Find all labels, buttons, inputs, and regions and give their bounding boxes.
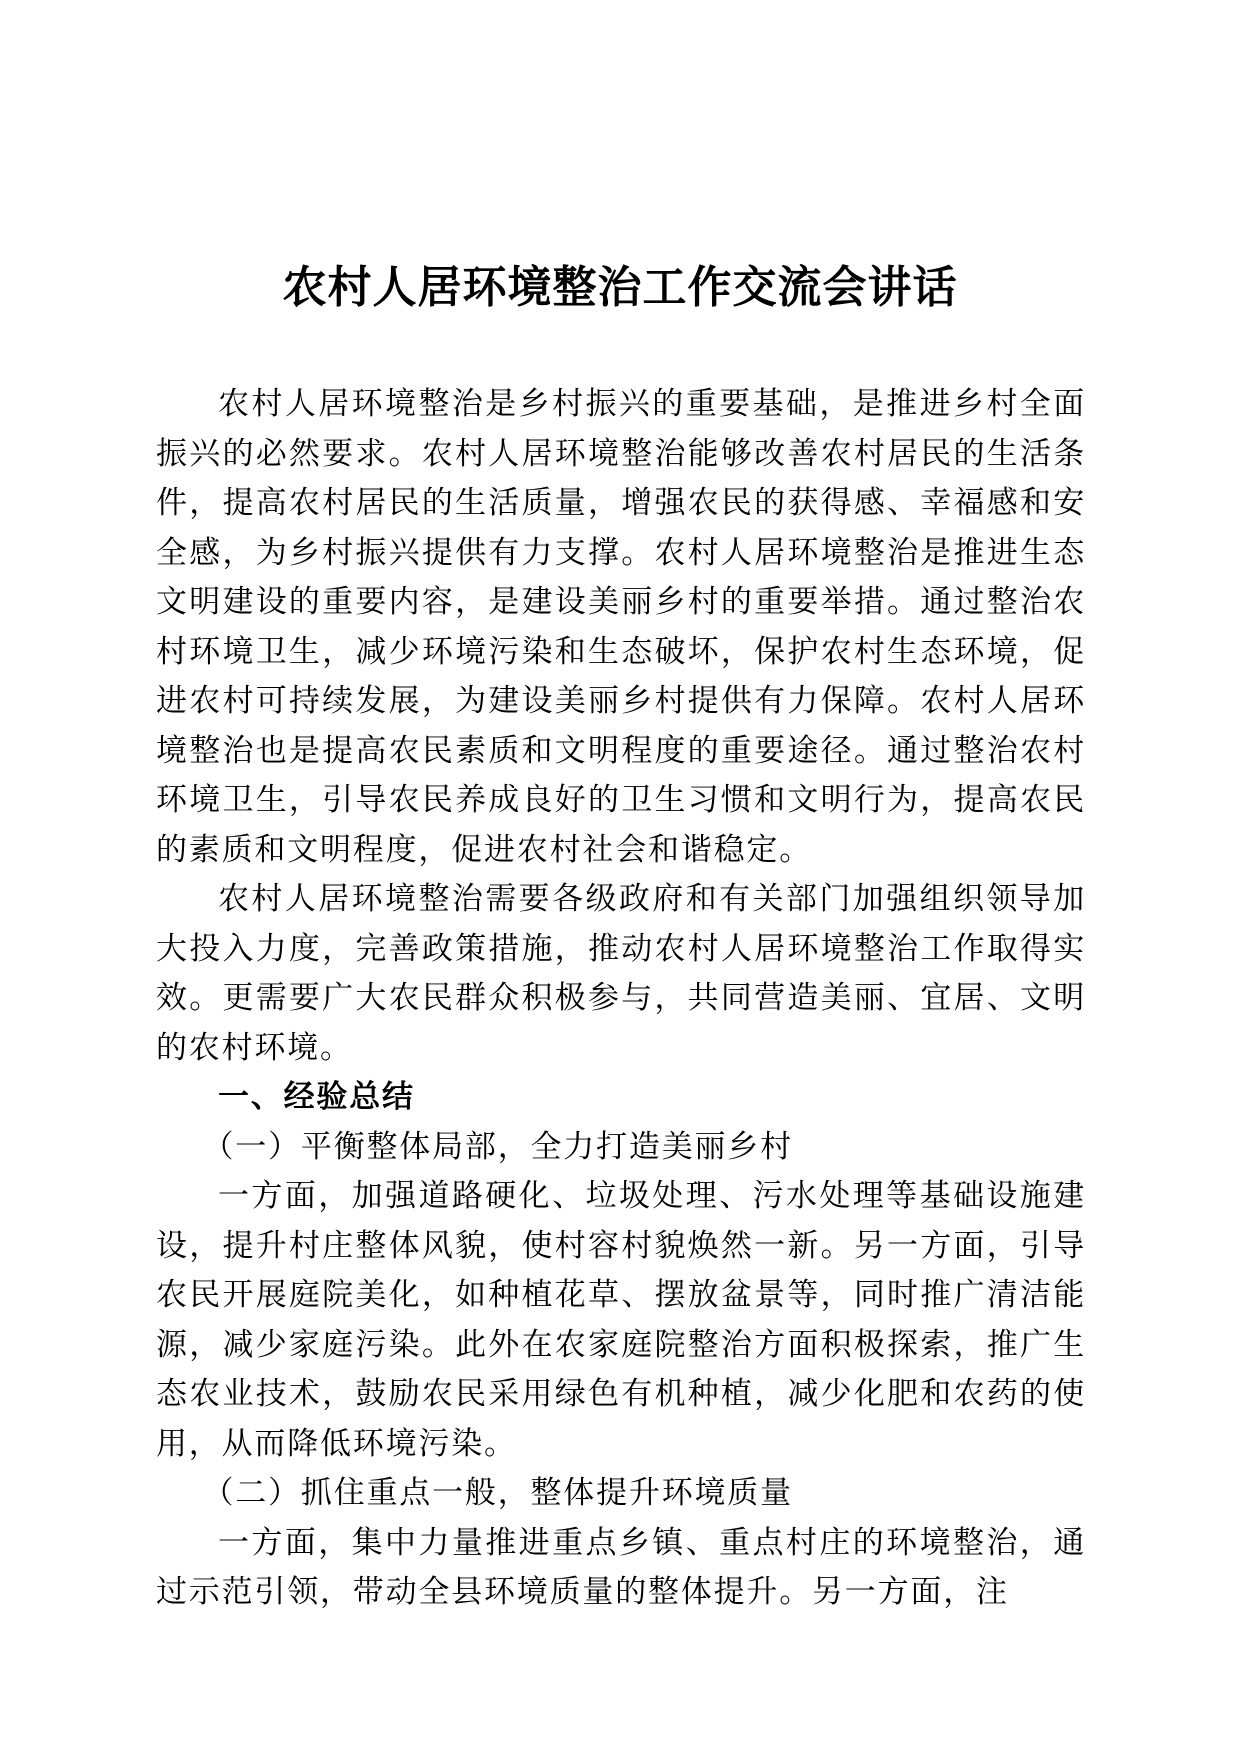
subsection-2-paragraph: 一方面，集中力量推进重点乡镇、重点村庄的环境整治，通过示范引领，带动全县环境质量的整体提升。另一方面，注 (156, 1524, 1086, 1610)
subsection-heading-2: （二）抓住重点一般，整体提升环境质量 (202, 1475, 793, 1511)
document-title: 农村人居环境整治工作交流会讲话 (282, 262, 958, 313)
intro-paragraph-2: 农村人居环境整治需要各级政府和有关部门加强组织领导加大投入力度，完善政策措施，推动农村人居环境整治工作取得实效。更需要广大农民群众积极参与，共同营造美丽、宜居、文明的农村环境。 (156, 881, 1086, 1066)
intro-paragraph-1: 农村人居环境整治是乡村振兴的重要基础，是推进乡村全面振兴的必然要求。农村人居环境整治能够改善农村居民的生活条件，提高农村居民的生活质量，增强农民的获得感、幸福感和安全感，为乡村振兴提供有力支撑。农村人居环境整治是推进生态文明建设的重要内容，是建设美丽乡村的重要举措。通过整治农村环境卫生，减少环境污染和生态破坏，保护农村生态环境，促进农村可持续发展，为建设美丽乡村提供有力保障。农村人居环境整治也是提高农民素质和文明程度的重要途径。通过整治农村环境卫生，引导农民养成良好的卫生习惯和文明行为，提高农民的素质和文明程度，促进农村社会和谐稳定。 (156, 386, 1086, 868)
document-body (156, 380, 1086, 1618)
section-heading-experience-summary: 一、经验总结 (218, 1079, 415, 1115)
subsection-1-paragraph: 一方面，加强道路硬化、垃圾处理、污水处理等基础设施建设，提升村庄整体风貌，使村容村貌焕然一新。另一方面，引导农民开展庭院美化，如种植花草、摆放盆景等，同时推广清洁能源，减少家庭污染。此外在农家庭院整治方面积极探索，推广生态农业技术，鼓励农民采用绿色有机种植，减少化肥和农药的使用，从而降低环境污染。 (156, 1178, 1086, 1462)
subsection-heading-1: （一）平衡整体局部，全力打造美丽乡村 (202, 1128, 793, 1165)
